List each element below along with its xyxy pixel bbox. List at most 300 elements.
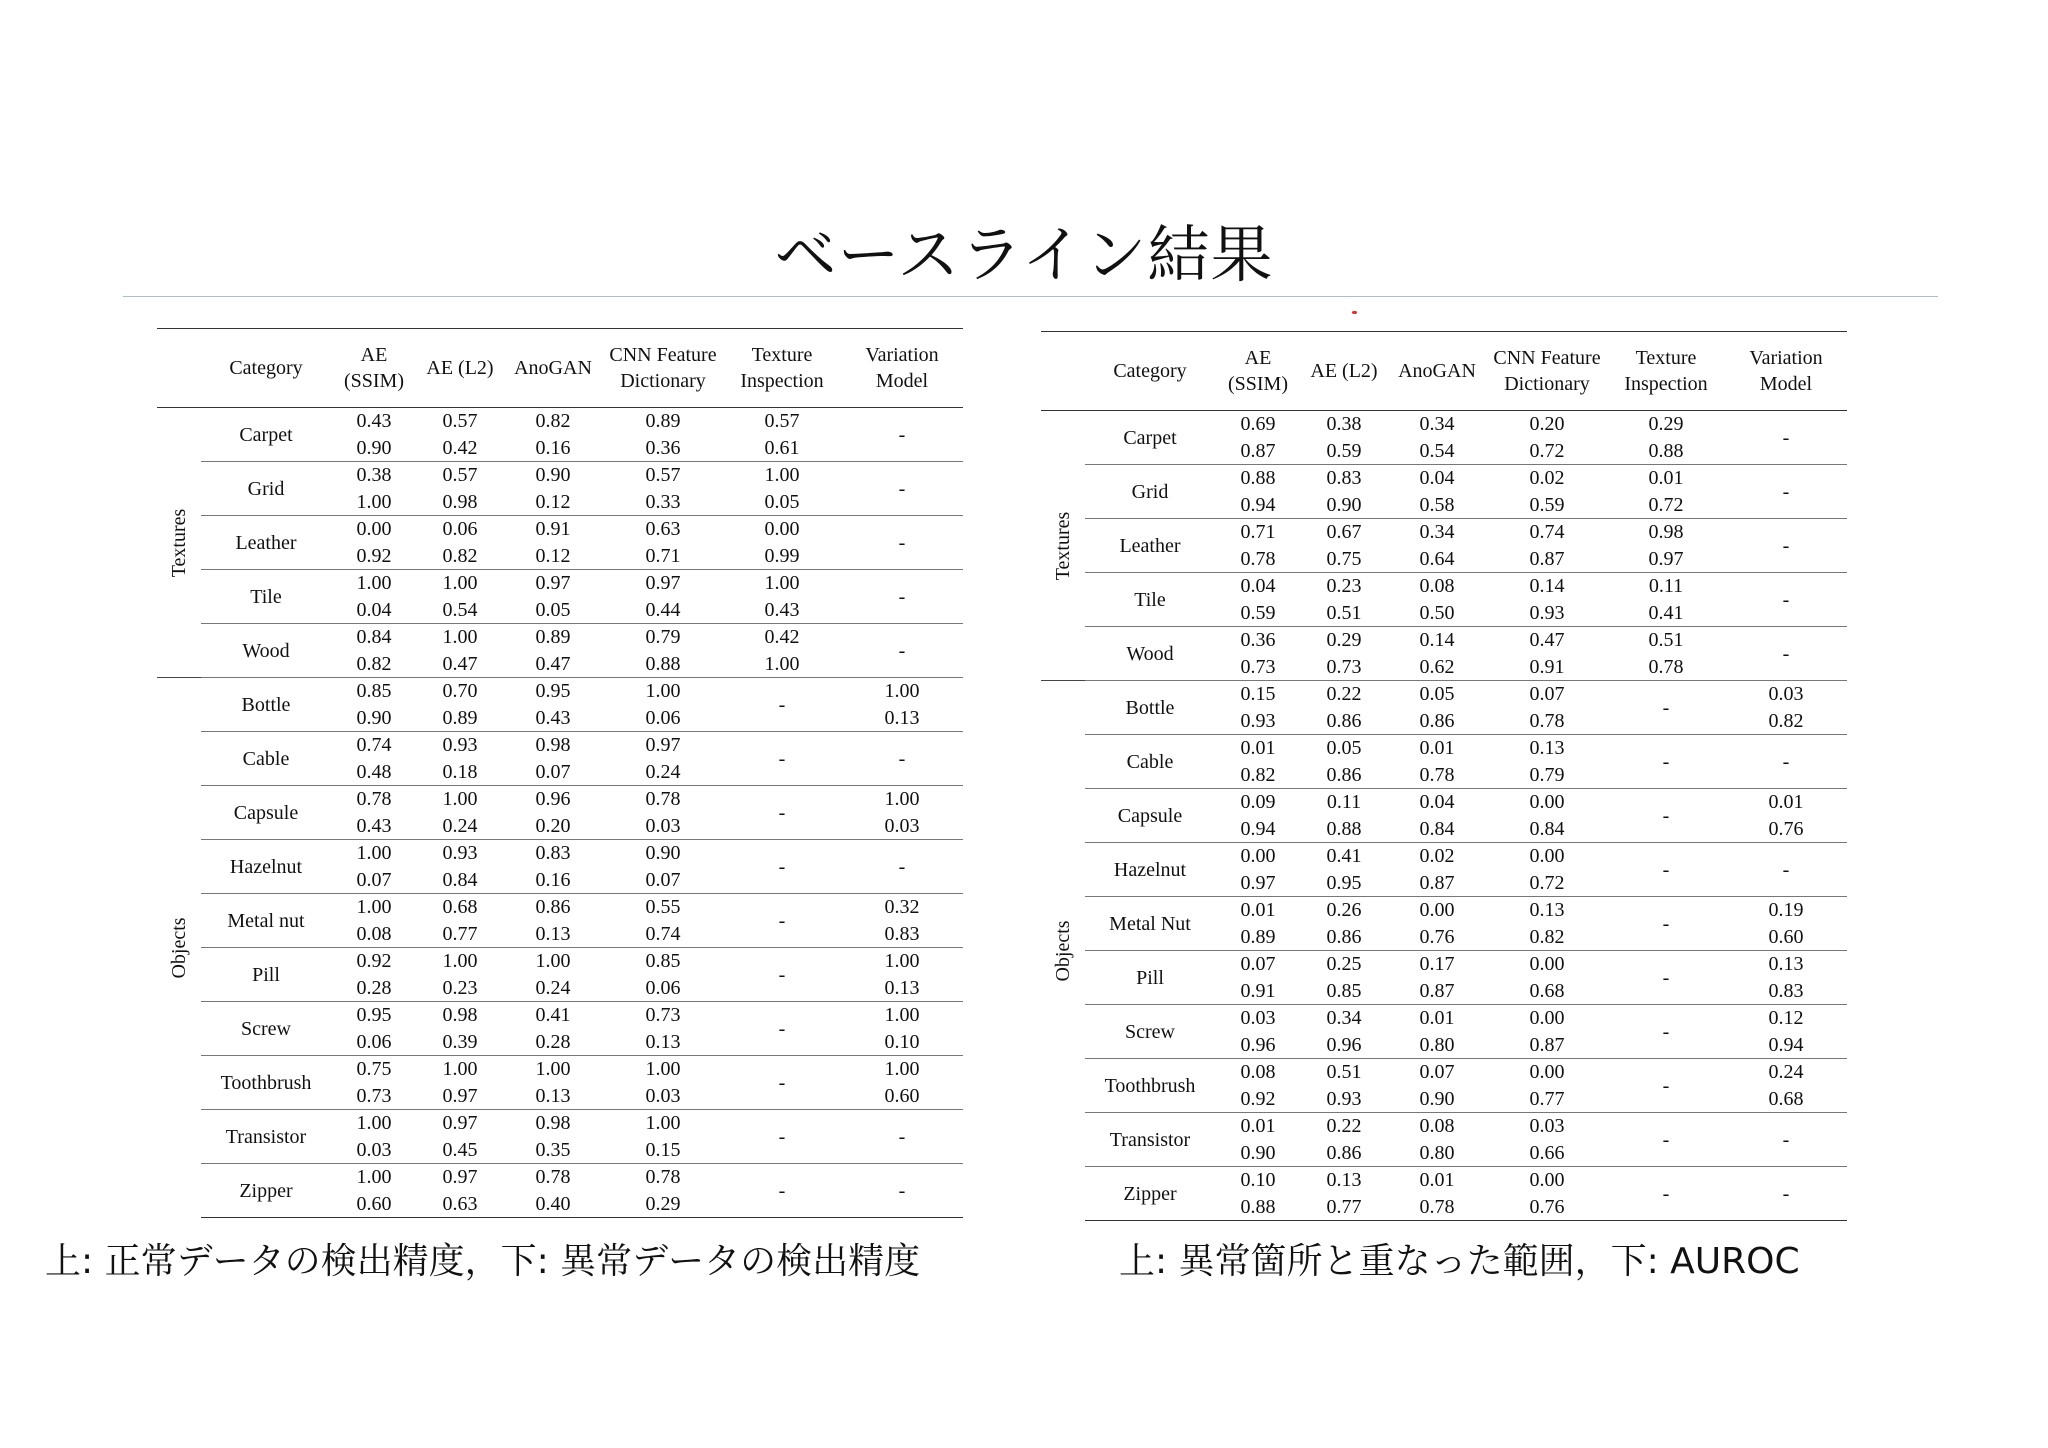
value-cell: 0.24: [645, 760, 681, 783]
column-header: Variation Model: [841, 329, 963, 408]
value-cell: 0.23: [1301, 573, 1387, 600]
value-cell: 0.71: [645, 544, 681, 567]
value-cell: 0.54: [442, 598, 478, 621]
value-cell: 0.77: [1301, 1194, 1387, 1221]
value-cell: 0.05: [1301, 735, 1387, 762]
value-cell: 0.47: [535, 652, 571, 675]
value-cell: 0.00: [1487, 1167, 1607, 1194]
value-cell: 0.61: [764, 436, 800, 459]
value-cell: 0.78: [503, 1164, 603, 1191]
right-results-table: [1041, 331, 1847, 1221]
value-cell: 1.00: [841, 1002, 963, 1029]
value-cell: 0.96: [1326, 1033, 1362, 1056]
value-cell: -: [723, 1002, 841, 1056]
value-cell: -: [723, 1056, 841, 1110]
value-cell: 0.98: [1607, 519, 1725, 546]
value-cell: 0.86: [1326, 925, 1362, 948]
category-cell: Pill: [1085, 951, 1215, 1005]
value-cell: 0.19: [1725, 897, 1847, 924]
value-cell: 0.01: [1607, 465, 1725, 492]
table-row: [1041, 1005, 1847, 1032]
value-cell: 0.71: [1215, 519, 1301, 546]
value-cell: 0.82: [1240, 763, 1276, 786]
value-cell: 0.84: [331, 624, 417, 651]
value-cell: 0.42: [442, 436, 478, 459]
group-label: Textures: [168, 508, 190, 577]
value-cell: 0.01: [1725, 789, 1847, 816]
value-cell: 0.13: [1487, 735, 1607, 762]
column-header: AE (L2): [417, 329, 503, 408]
value-cell: 0.78: [1240, 547, 1276, 570]
value-cell: 1.00: [331, 570, 417, 597]
value-cell: 0.96: [1240, 1033, 1276, 1056]
value-cell: 1.00: [723, 462, 841, 489]
value-cell: -: [841, 516, 963, 570]
value-cell: 0.10: [884, 1030, 920, 1053]
category-cell: Carpet: [201, 408, 331, 462]
category-cell: Cable: [201, 732, 331, 786]
column-header: AE (SSIM): [1215, 332, 1301, 411]
table-row: [1041, 951, 1847, 978]
value-cell: 0.97: [417, 1110, 503, 1137]
value-cell: 0.40: [503, 1191, 603, 1218]
value-cell: 0.85: [331, 678, 417, 705]
value-cell: 0.20: [535, 814, 571, 837]
value-cell: 0.89: [1240, 925, 1276, 948]
value-cell: 0.79: [1529, 763, 1565, 786]
value-cell: -: [1607, 1167, 1725, 1221]
value-cell: 0.05: [1387, 681, 1487, 708]
value-cell: 0.08: [1387, 573, 1487, 600]
column-header: Texture Inspection: [723, 329, 841, 408]
table-row: [157, 570, 963, 597]
table-row: [1041, 627, 1847, 654]
column-header: Category: [1085, 332, 1215, 411]
value-cell: 0.15: [645, 1138, 681, 1161]
value-cell: 0.87: [1529, 1033, 1565, 1056]
group-cell: [1041, 411, 1085, 681]
value-cell: 0.88: [645, 652, 681, 675]
value-cell: 0.41: [1648, 601, 1684, 624]
value-cell: 0.57: [417, 462, 503, 489]
table-row: [157, 1110, 963, 1137]
value-cell: 0.41: [503, 1002, 603, 1029]
value-cell: 1.00: [503, 948, 603, 975]
category-cell: Hazelnut: [1085, 843, 1215, 897]
category-cell: Carpet: [1085, 411, 1215, 465]
value-cell: 0.03: [884, 814, 920, 837]
value-cell: 0.28: [356, 976, 392, 999]
value-cell: -: [1725, 1167, 1847, 1221]
value-cell: 0.68: [417, 894, 503, 921]
category-cell: Capsule: [201, 786, 331, 840]
value-cell: -: [841, 408, 963, 462]
value-cell: 0.00: [1487, 843, 1607, 870]
value-cell: -: [841, 570, 963, 624]
value-cell: 0.70: [417, 678, 503, 705]
table-row: [1041, 843, 1847, 870]
value-cell: 0.36: [1215, 627, 1301, 654]
value-cell: 0.86: [1326, 763, 1362, 786]
value-cell: 0.93: [1240, 709, 1276, 732]
value-cell: -: [841, 462, 963, 516]
value-cell: 0.67: [1301, 519, 1387, 546]
value-cell: 0.34: [1387, 411, 1487, 438]
value-cell: 0.80: [1419, 1141, 1455, 1164]
value-cell: -: [1725, 627, 1847, 681]
value-cell: 0.87: [1419, 979, 1455, 1002]
value-cell: 0.07: [1487, 681, 1607, 708]
category-cell: Pill: [201, 948, 331, 1002]
value-cell: -: [1607, 1059, 1725, 1113]
value-cell: -: [1725, 843, 1847, 897]
value-cell: 0.01: [1387, 735, 1487, 762]
value-cell: 0.29: [1301, 627, 1387, 654]
value-cell: 0.51: [1326, 601, 1362, 624]
value-cell: 0.04: [356, 598, 392, 621]
value-cell: 0.99: [764, 544, 800, 567]
value-cell: 0.22: [1301, 1113, 1387, 1140]
value-cell: 0.57: [723, 408, 841, 435]
value-cell: 0.06: [645, 706, 681, 729]
value-cell: 0.38: [331, 462, 417, 489]
value-cell: 0.04: [1215, 573, 1301, 600]
value-cell: 0.93: [1326, 1087, 1362, 1110]
value-cell: 0.00: [723, 516, 841, 543]
value-cell: 0.86: [1326, 709, 1362, 732]
column-header: CNN Feature Dictionary: [603, 329, 723, 408]
value-cell: 0.91: [1240, 979, 1276, 1002]
value-cell: 0.83: [1301, 465, 1387, 492]
value-cell: 0.72: [1529, 871, 1565, 894]
value-cell: 0.24: [535, 976, 571, 999]
value-cell: 0.58: [1419, 493, 1455, 516]
value-cell: 0.94: [1240, 817, 1276, 840]
value-cell: 0.83: [1768, 979, 1804, 1002]
column-header: CNN Feature Dictionary: [1487, 332, 1607, 411]
value-cell: 0.90: [1240, 1141, 1276, 1164]
value-cell: 0.12: [1725, 1005, 1847, 1032]
value-cell: 0.03: [645, 1084, 681, 1107]
value-cell: -: [1607, 735, 1725, 789]
value-cell: 0.35: [535, 1138, 571, 1161]
value-cell: 0.92: [331, 948, 417, 975]
value-cell: 0.75: [1326, 547, 1362, 570]
column-header: Category: [201, 329, 331, 408]
title-divider: [123, 296, 1938, 297]
left-caption: 上: 正常データの検出精度，下: 異常データの検出精度: [45, 1241, 921, 1282]
value-cell: 0.84: [1419, 817, 1455, 840]
value-cell: 0.97: [603, 570, 723, 597]
value-cell: 0.83: [503, 840, 603, 867]
value-cell: -: [1607, 1113, 1725, 1167]
value-cell: 0.76: [1487, 1194, 1607, 1221]
value-cell: 0.00: [1387, 897, 1487, 924]
group-cell: [157, 678, 201, 1218]
category-cell: Toothbrush: [201, 1056, 331, 1110]
value-cell: 0.97: [603, 732, 723, 759]
value-cell: 0.62: [1419, 655, 1455, 678]
value-cell: 0.73: [1240, 655, 1276, 678]
value-cell: -: [841, 840, 963, 894]
value-cell: 0.91: [1529, 655, 1565, 678]
value-cell: 0.16: [535, 868, 571, 891]
value-cell: 0.04: [1387, 789, 1487, 816]
group-cell: [157, 408, 201, 678]
value-cell: 0.94: [1240, 493, 1276, 516]
value-cell: 1.00: [417, 786, 503, 813]
value-cell: 0.76: [1768, 817, 1804, 840]
value-cell: 0.15: [1215, 681, 1301, 708]
value-cell: 1.00: [331, 1164, 417, 1191]
value-cell: 0.04: [1387, 465, 1487, 492]
value-cell: 1.00: [417, 570, 503, 597]
value-cell: 0.22: [1301, 681, 1387, 708]
table-row: [1041, 1167, 1847, 1194]
value-cell: -: [1607, 843, 1725, 897]
value-cell: 0.57: [603, 462, 723, 489]
value-cell: -: [723, 948, 841, 1002]
value-cell: 0.51: [1301, 1059, 1387, 1086]
value-cell: 0.69: [1215, 411, 1301, 438]
value-cell: 0.12: [535, 490, 571, 513]
category-cell: Grid: [1085, 465, 1215, 519]
value-cell: 0.28: [535, 1030, 571, 1053]
group-label: Textures: [1052, 511, 1074, 580]
category-cell: Leather: [1085, 519, 1215, 573]
value-cell: 0.13: [1725, 951, 1847, 978]
value-cell: 0.98: [503, 1110, 603, 1137]
value-cell: 1.00: [331, 840, 417, 867]
table-row: [1041, 411, 1847, 438]
value-cell: 0.96: [503, 786, 603, 813]
value-cell: 0.03: [356, 1138, 392, 1161]
value-cell: 0.68: [1529, 979, 1565, 1002]
value-cell: 0.80: [1419, 1033, 1455, 1056]
value-cell: -: [1725, 465, 1847, 519]
value-cell: 0.85: [1326, 979, 1362, 1002]
value-cell: 0.09: [1215, 789, 1301, 816]
value-cell: 0.48: [356, 760, 392, 783]
value-cell: 1.00: [841, 948, 963, 975]
value-cell: 0.73: [356, 1084, 392, 1107]
value-cell: 0.72: [1648, 493, 1684, 516]
value-cell: 0.75: [331, 1056, 417, 1083]
value-cell: 0.20: [1487, 411, 1607, 438]
value-cell: 0.07: [535, 760, 571, 783]
value-cell: 0.26: [1301, 897, 1387, 924]
value-cell: 0.98: [503, 732, 603, 759]
category-cell: Transistor: [201, 1110, 331, 1164]
value-cell: 0.72: [1529, 439, 1565, 462]
value-cell: 1.00: [417, 948, 503, 975]
value-cell: 0.66: [1529, 1141, 1565, 1164]
value-cell: 1.00: [603, 1110, 723, 1137]
value-cell: 0.54: [1419, 439, 1455, 462]
category-cell: Tile: [201, 570, 331, 624]
value-cell: 0.64: [1419, 547, 1455, 570]
value-cell: 0.85: [603, 948, 723, 975]
value-cell: 0.95: [503, 678, 603, 705]
value-cell: 1.00: [356, 490, 392, 513]
value-cell: -: [1607, 1005, 1725, 1059]
category-cell: Metal nut: [201, 894, 331, 948]
value-cell: 0.60: [331, 1191, 417, 1218]
table-row: [1041, 1059, 1847, 1086]
value-cell: -: [1725, 573, 1847, 627]
column-header: Variation Model: [1725, 332, 1847, 411]
value-cell: 0.03: [1487, 1113, 1607, 1140]
value-cell: 0.95: [331, 1002, 417, 1029]
table-row: [1041, 573, 1847, 600]
value-cell: 0.43: [535, 706, 571, 729]
value-cell: 0.60: [884, 1084, 920, 1107]
value-cell: 0.97: [1648, 547, 1684, 570]
value-cell: 0.73: [603, 1002, 723, 1029]
value-cell: 0.88: [1326, 817, 1362, 840]
value-cell: 0.78: [1529, 709, 1565, 732]
value-cell: 0.82: [503, 408, 603, 435]
value-cell: 0.78: [1648, 655, 1684, 678]
value-cell: 0.90: [1419, 1087, 1455, 1110]
value-cell: 0.13: [535, 922, 571, 945]
category-cell: Toothbrush: [1085, 1059, 1215, 1113]
value-cell: 0.01: [1387, 1005, 1487, 1032]
value-cell: 0.07: [645, 868, 681, 891]
value-cell: 0.90: [503, 462, 603, 489]
value-cell: 0.88: [1215, 465, 1301, 492]
value-cell: 1.00: [841, 1056, 963, 1083]
category-cell: Screw: [1085, 1005, 1215, 1059]
value-cell: -: [841, 1110, 963, 1164]
value-cell: 0.05: [535, 598, 571, 621]
value-cell: 0.98: [442, 490, 478, 513]
value-cell: 0.50: [1419, 601, 1455, 624]
value-cell: 0.44: [645, 598, 681, 621]
table-row: [1041, 789, 1847, 816]
value-cell: -: [1725, 1113, 1847, 1167]
value-cell: 0.97: [417, 1164, 503, 1191]
value-cell: 0.08: [356, 922, 392, 945]
value-cell: 1.00: [603, 1056, 723, 1083]
value-cell: 0.82: [442, 544, 478, 567]
table-row: [157, 948, 963, 975]
table-row: [157, 408, 963, 435]
value-cell: 0.91: [503, 516, 603, 543]
value-cell: 0.89: [503, 624, 603, 651]
value-cell: 0.00: [1487, 951, 1607, 978]
value-cell: 0.24: [1725, 1059, 1847, 1086]
category-cell: Hazelnut: [201, 840, 331, 894]
value-cell: 0.08: [1215, 1059, 1301, 1086]
value-cell: 0.47: [1487, 627, 1607, 654]
table-row: [157, 840, 963, 867]
group-label: Objects: [1052, 920, 1074, 982]
category-cell: Wood: [201, 624, 331, 678]
value-cell: 0.34: [1387, 519, 1487, 546]
value-cell: 0.97: [1240, 871, 1276, 894]
value-cell: 0.13: [884, 706, 920, 729]
value-cell: 1.00: [603, 678, 723, 705]
value-cell: 0.43: [764, 598, 800, 621]
value-cell: -: [723, 1164, 841, 1218]
value-cell: 0.77: [1529, 1087, 1565, 1110]
group-label: Objects: [168, 917, 190, 979]
value-cell: 0.82: [1529, 925, 1565, 948]
value-cell: 0.32: [841, 894, 963, 921]
value-cell: 0.13: [1487, 897, 1607, 924]
value-cell: -: [723, 894, 841, 948]
category-cell: Zipper: [1085, 1167, 1215, 1221]
value-cell: 1.00: [764, 652, 800, 675]
value-cell: -: [841, 732, 963, 786]
category-cell: Bottle: [201, 678, 331, 732]
value-cell: 0.13: [884, 976, 920, 999]
value-cell: -: [1607, 897, 1725, 951]
value-cell: -: [723, 840, 841, 894]
table-row: [1041, 681, 1847, 708]
value-cell: 0.78: [1419, 763, 1455, 786]
value-cell: 0.03: [1215, 1005, 1301, 1032]
value-cell: 0.68: [1768, 1087, 1804, 1110]
value-cell: 0.23: [442, 976, 478, 999]
value-cell: 1.00: [841, 678, 963, 705]
value-cell: 0.89: [442, 706, 478, 729]
value-cell: 0.00: [1215, 843, 1301, 870]
table-row: [157, 624, 963, 651]
value-cell: 0.90: [1326, 493, 1362, 516]
value-cell: 0.90: [356, 436, 392, 459]
value-cell: -: [1725, 519, 1847, 573]
table-row: [157, 732, 963, 759]
value-cell: -: [1725, 735, 1847, 789]
value-cell: 0.92: [356, 544, 392, 567]
value-cell: 0.11: [1607, 573, 1725, 600]
table-row: [157, 678, 963, 705]
category-cell: Bottle: [1085, 681, 1215, 735]
value-cell: 0.43: [356, 814, 392, 837]
table-row: [1041, 897, 1847, 924]
table-row: [157, 1164, 963, 1191]
value-cell: 0.03: [1725, 681, 1847, 708]
value-cell: 0.87: [1419, 871, 1455, 894]
value-cell: 0.14: [1487, 573, 1607, 600]
table-row: [1041, 465, 1847, 492]
value-cell: 0.01: [1215, 897, 1301, 924]
value-cell: 0.93: [417, 732, 503, 759]
value-cell: 0.17: [1387, 951, 1487, 978]
value-cell: 0.74: [645, 922, 681, 945]
category-cell: Transistor: [1085, 1113, 1215, 1167]
value-cell: 0.73: [1326, 655, 1362, 678]
value-cell: 0.18: [442, 760, 478, 783]
table-row: [157, 1002, 963, 1029]
value-cell: 0.83: [884, 922, 920, 945]
table-row: [157, 516, 963, 543]
category-cell: Metal Nut: [1085, 897, 1215, 951]
value-cell: 0.39: [442, 1030, 478, 1053]
value-cell: 0.84: [442, 868, 478, 891]
value-cell: 0.92: [1240, 1087, 1276, 1110]
value-cell: 0.14: [1387, 627, 1487, 654]
value-cell: 0.90: [356, 706, 392, 729]
value-cell: 0.57: [417, 408, 503, 435]
value-cell: 0.29: [603, 1191, 723, 1218]
value-cell: 0.42: [723, 624, 841, 651]
value-cell: 0.02: [1387, 843, 1487, 870]
category-cell: Capsule: [1085, 789, 1215, 843]
column-header: AnoGAN: [503, 329, 603, 408]
